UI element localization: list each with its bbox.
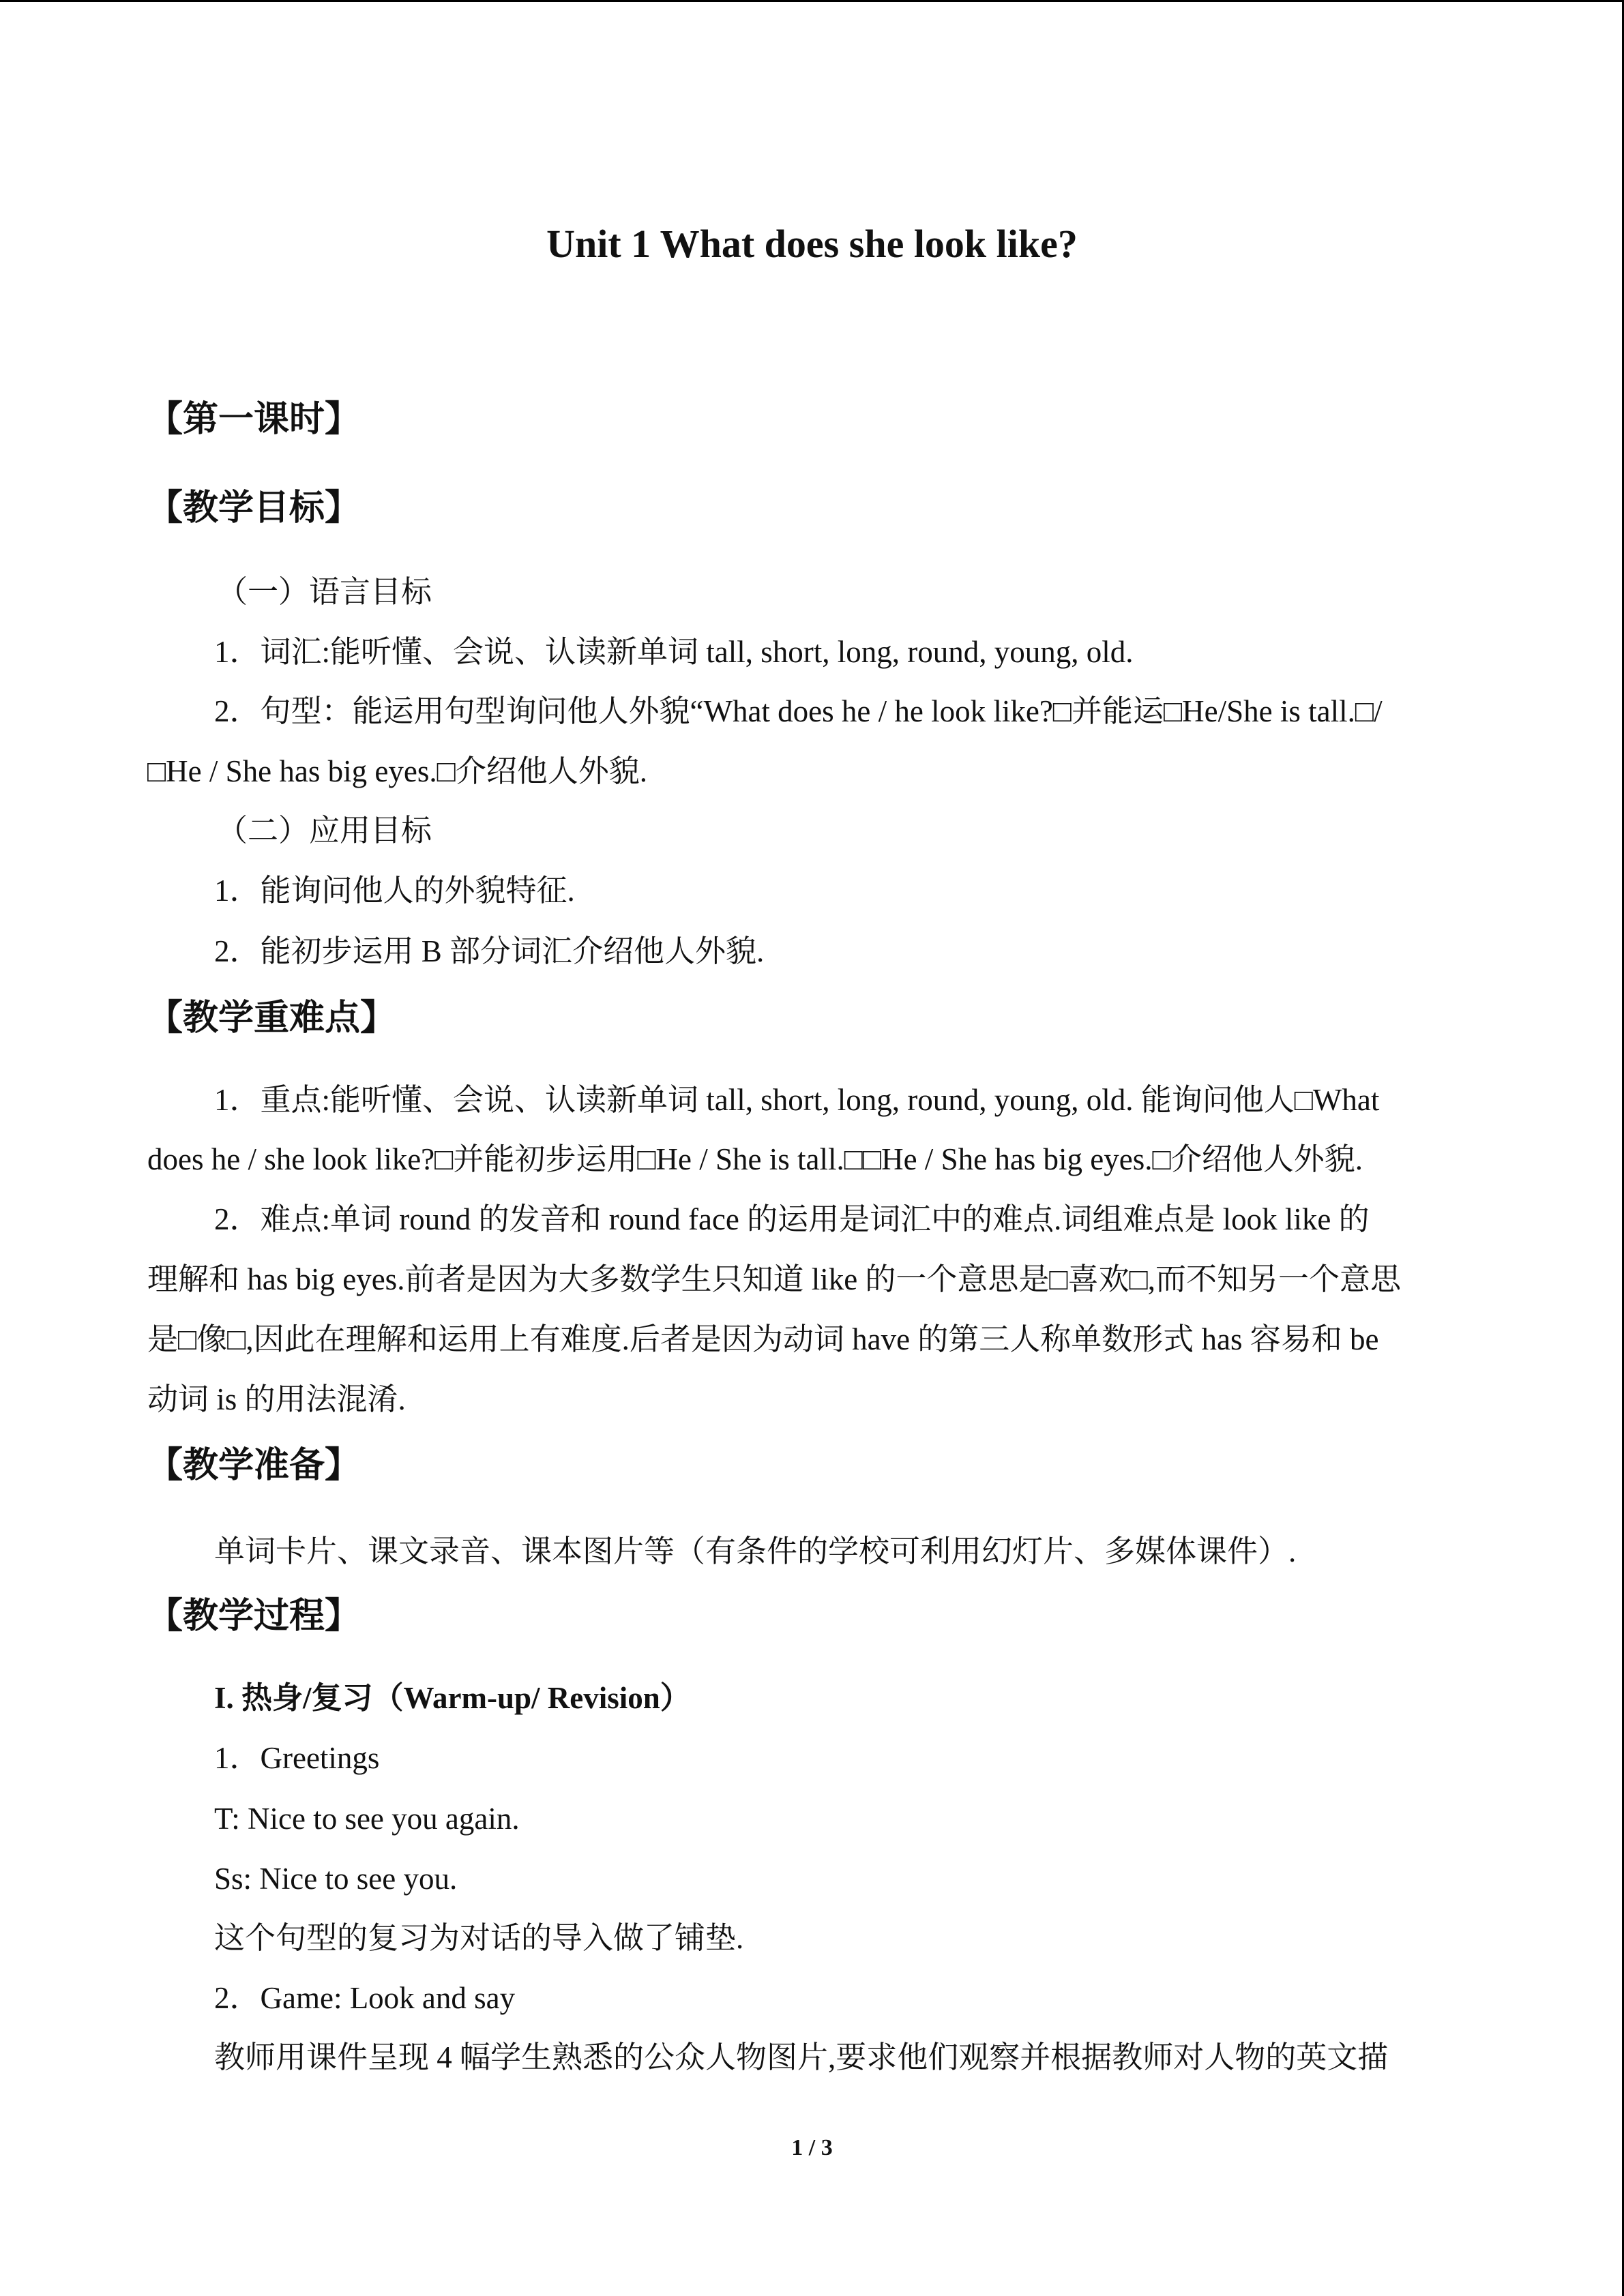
key-point-1: 1．重点:能听懂、会说、认读新单词 tall, short, long, round, young, old. 能询问他人□What <box>214 1083 1380 1117</box>
preparation-text: 单词卡片、课文录音、课本图片等（有条件的学校可利用幻灯片、多媒体课件）. <box>214 1534 1297 1568</box>
difficult-point-cont-2: 是□像□,因此在理解和运用上有难度.后者是因为动词 have 的第三人称单数形式 has 容易和 be <box>147 1322 1379 1356</box>
page-top-border <box>0 0 1624 2</box>
difficult-point-cont-3: 动词 is 的用法混淆. <box>147 1382 406 1416</box>
application-objective-2: 2．能初步运用 B 部分词汇介绍他人外貌. <box>214 934 765 968</box>
difficult-point: 2．难点:单词 round 的发音和 round face 的运用是词汇中的难点.词组难点是 look like 的 <box>214 1202 1370 1236</box>
students-line: Ss: Nice to see you. <box>214 1862 458 1896</box>
key-point-1-cont: does he / she look like?□并能初步运用□He / She is tall.□□He / She has big eyes.□介绍他人外貌. <box>147 1142 1363 1176</box>
objective-sentence: 2．句型：能运用句型询问他人外貌“What does he / he look like?□并能运□He/She is tall.□/ <box>214 694 1383 728</box>
application-objectives-title: （二）应用目标 <box>217 814 432 848</box>
section-warm-up: I. 热身/复习（Warm-up/ Revision） <box>214 1681 691 1715</box>
step-greetings: 1．Greetings <box>214 1741 380 1775</box>
heading-key-points: 【教学重难点】 <box>147 998 396 1039</box>
heading-objectives: 【教学目标】 <box>147 488 361 528</box>
difficult-point-cont-1: 理解和 has big eyes.前者是因为大多数学生只知道 like 的一个意思是□喜欢□,而不知另一个意思 <box>147 1262 1402 1296</box>
objective-vocab: 1．词汇:能听懂、会说、认读新单词 tall, short, long, round, young, old. <box>214 635 1134 669</box>
step-game: 2．Game: Look and say <box>214 1981 516 2015</box>
page-number: 1 / 3 <box>791 2135 833 2160</box>
objective-sentence-cont: □He / She has big eyes.□介绍他人外貌. <box>147 754 648 788</box>
heading-preparation: 【教学准备】 <box>147 1445 361 1486</box>
review-note: 这个句型的复习为对话的导入做了铺垫. <box>214 1921 744 1955</box>
document-title: Unit 1 What does she look like? <box>546 222 1078 266</box>
language-objectives-title: （一）语言目标 <box>217 575 432 609</box>
game-description: 教师用课件呈现 4 幅学生熟悉的公众人物图片,要求他们观察并根据教师对人物的英文描 <box>214 2040 1389 2074</box>
teacher-line: T: Nice to see you again. <box>214 1802 520 1836</box>
heading-lesson: 【第一课时】 <box>147 399 361 440</box>
application-objective-1: 1．能询问他人的外貌特征. <box>214 874 575 908</box>
heading-process: 【教学过程】 <box>147 1596 361 1637</box>
